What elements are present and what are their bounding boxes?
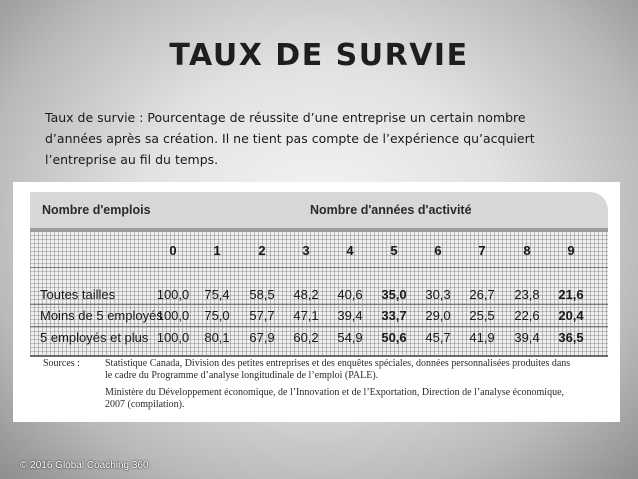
- table-cell: 48,2: [293, 287, 319, 302]
- source-line: 2007 (compilation).: [105, 399, 185, 410]
- table-body: [30, 232, 608, 356]
- year-header-cell: 6: [434, 243, 442, 258]
- table-cell: 75,4: [204, 287, 230, 302]
- source-line: Statistique Canada, Division des petites entreprises et des enquêtes spéciales, données personnalisées produites dans: [105, 358, 571, 369]
- table-cell: 21,6: [558, 287, 584, 302]
- table-cell: 39,4: [337, 308, 363, 323]
- header-years-activity: Nombre d'années d'activité: [310, 203, 472, 217]
- survival-table-image: [13, 182, 620, 422]
- table-row: [30, 305, 608, 327]
- table-cell: 36,5: [558, 330, 584, 345]
- table-cell: 25,5: [469, 308, 495, 323]
- row-label: Toutes tailles: [40, 287, 116, 302]
- year-header-cell: 4: [346, 243, 354, 258]
- sources-label: Sources :: [43, 358, 80, 369]
- header-employees: Nombre d'emplois: [42, 203, 151, 217]
- table-cell: 22,6: [514, 308, 540, 323]
- table-cell: 50,6: [381, 330, 407, 345]
- intro-line: Taux de survie : Pourcentage de réussite d’une entreprise un certain nombre: [45, 110, 526, 125]
- table-header-bar: [30, 192, 608, 228]
- row-divider: [30, 267, 608, 268]
- table-cell: 80,1: [204, 330, 230, 345]
- table-cell: 100,0: [156, 308, 190, 323]
- table-cell: 23,8: [514, 287, 540, 302]
- table-cell: 20,4: [558, 308, 584, 323]
- table-cell: 100,0: [156, 287, 190, 302]
- intro-line: d’années après sa création. Il ne tient pas compte de l’expérience qu’acquiert: [45, 131, 535, 146]
- table-cell: 33,7: [381, 308, 407, 323]
- year-header-cell: 7: [478, 243, 486, 258]
- year-header-cell: 8: [523, 243, 531, 258]
- copyright-footer: © 2016 Global Coaching 360: [20, 460, 149, 471]
- year-header-cell: 1: [213, 243, 221, 258]
- year-header-cell: 5: [390, 243, 398, 258]
- table-cell: 54,9: [337, 330, 363, 345]
- year-header-cell: 2: [258, 243, 266, 258]
- intro-text: [45, 107, 605, 170]
- years-row: [30, 240, 608, 262]
- intro-line: l’entreprise au fil du temps.: [45, 152, 219, 167]
- table-bottom-rule: [30, 355, 608, 357]
- year-header-cell: 3: [302, 243, 310, 258]
- table-cell: 47,1: [293, 308, 319, 323]
- table-cell: 41,9: [469, 330, 495, 345]
- table-cell: 40,6: [337, 287, 363, 302]
- table-cell: 45,7: [425, 330, 451, 345]
- table-row: [30, 284, 608, 306]
- table-cell: 75,0: [204, 308, 230, 323]
- row-label: 5 employés et plus: [40, 330, 149, 345]
- year-header-cell: 0: [169, 243, 177, 258]
- table-cell: 39,4: [514, 330, 540, 345]
- table-cell: 26,7: [469, 287, 495, 302]
- table-cell: 67,9: [249, 330, 275, 345]
- year-header-cell: 9: [567, 243, 575, 258]
- table-cell: 57,7: [249, 308, 275, 323]
- table-cell: 100,0: [156, 330, 190, 345]
- table-cell: 35,0: [381, 287, 407, 302]
- source-line: Ministère du Développement économique, de l’Innovation et de l’Exportation, Direction de l’analyse économique,: [105, 387, 565, 398]
- table-cell: 29,0: [425, 308, 451, 323]
- source-line: le cadre du Programme d’analyse longitudinale de l’emploi (PALE).: [105, 370, 379, 381]
- table-cell: 30,3: [425, 287, 451, 302]
- slide-title: TAUX DE SURVIE: [169, 38, 469, 73]
- table-row: [30, 327, 608, 349]
- table-cell: 60,2: [293, 330, 319, 345]
- row-label: Moins de 5 employés: [40, 308, 163, 323]
- table-cell: 58,5: [249, 287, 275, 302]
